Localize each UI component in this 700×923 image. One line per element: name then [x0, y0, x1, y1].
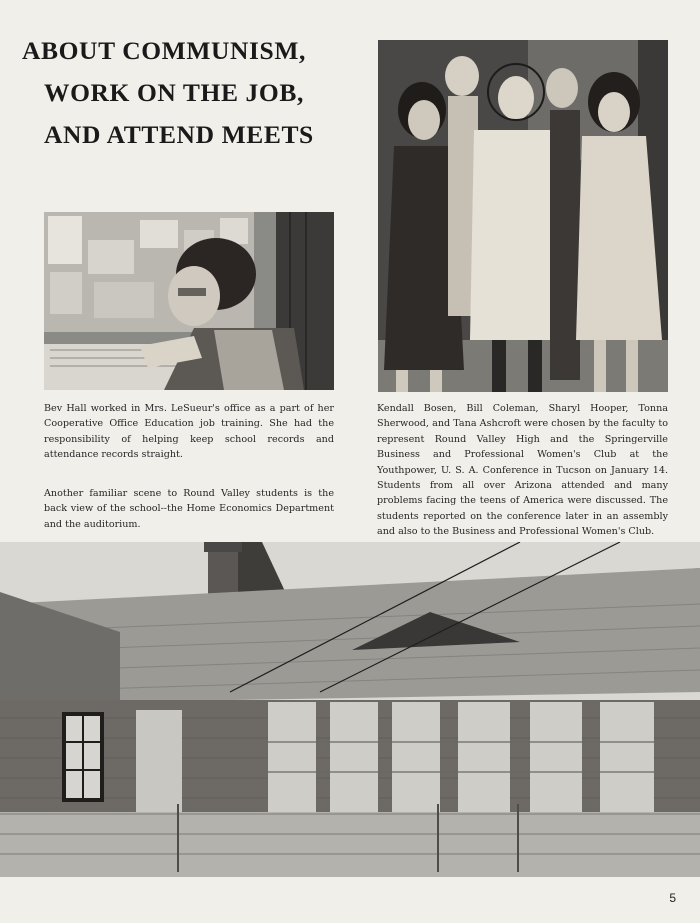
caption-home-economics: Another familiar scene to Round Valley students is the back view of the school--the Home Economics Department and the auditorium.: [44, 488, 334, 530]
headline-line-3: AND ATTEND MEETS: [44, 120, 314, 149]
caption-bev-hall: Bev Hall worked in Mrs. LeSueur's office as a part of her Cooperative Office Education job training. She had the responsibility of helping keep school records and attendance records straight.: [44, 403, 334, 461]
caption-youthpower: Kendall Bosen, Bill Coleman, Sharyl Hooper, Tonna Sherwood, and Tana Ashcroft were chosen by the faculty to represent Round Valley High and the Springerville Business and Professional Women's Club at the Youthpower, U. S. A. Conference in Tucson on January 14. Students from all over Arizona attended and many problems facing the teens of America were discussed. The students reported on the conference later in an assembly and also to the Business and Professional Women's Club.: [377, 403, 668, 538]
group-photo: [378, 40, 668, 392]
office-photo: [44, 212, 334, 390]
headline-line-1: ABOUT COMMUNISM,: [22, 36, 306, 65]
page-number: 5: [669, 891, 676, 905]
page-headline: [22, 30, 362, 156]
headline-line-2: WORK ON THE JOB,: [44, 78, 304, 107]
building-photo: [0, 542, 700, 877]
